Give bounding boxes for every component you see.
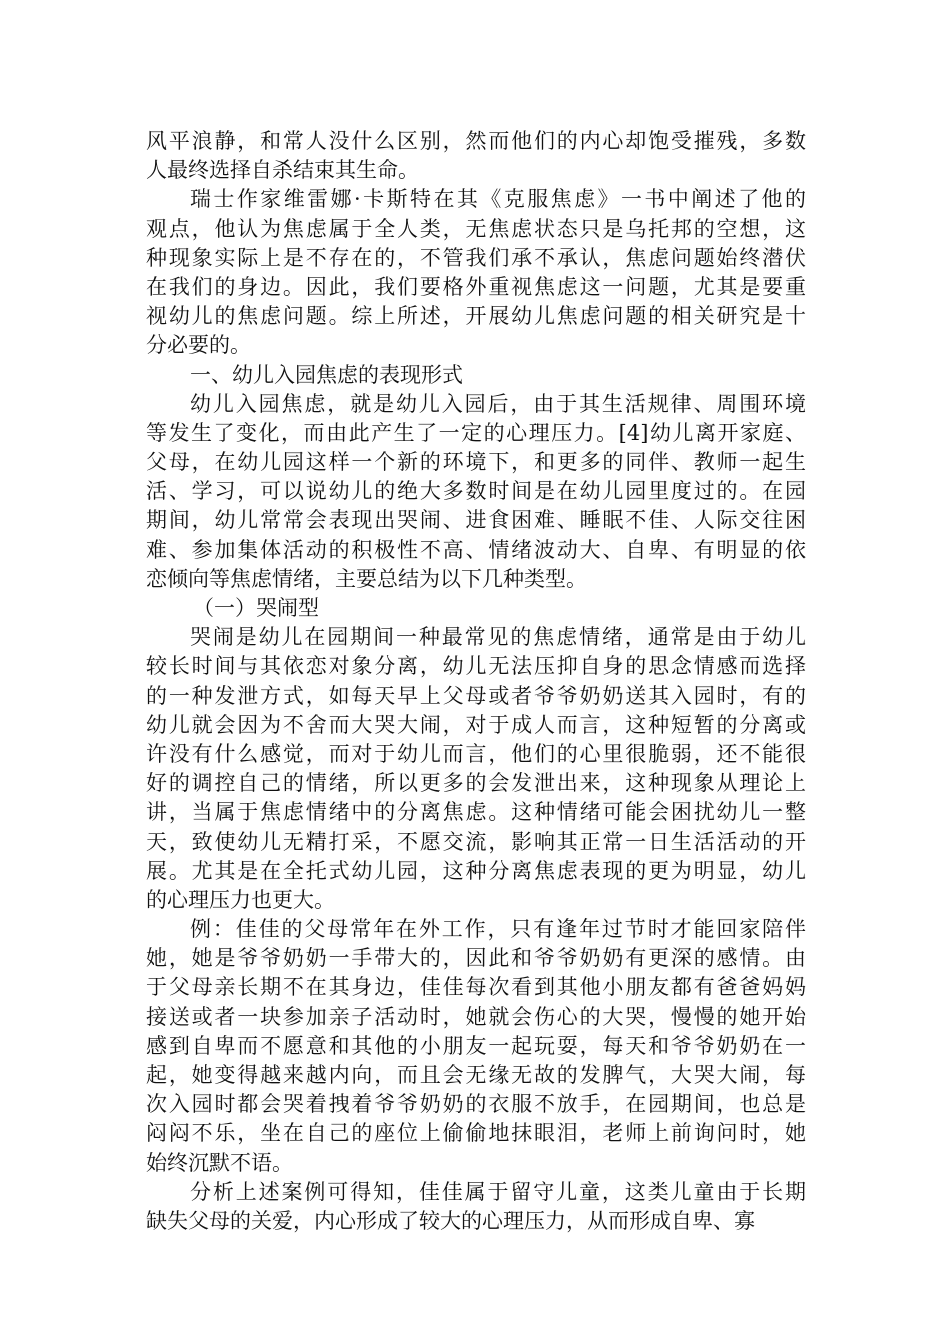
paragraph bbox=[146, 185, 806, 360]
text-line: 起，她变得越来越内向，而且会无缘无故的发脾气，大哭大闹，每 bbox=[146, 1063, 806, 1087]
body-text bbox=[146, 127, 806, 1236]
heading-line: （一）哭闹型 bbox=[193, 596, 319, 620]
section-heading bbox=[146, 594, 806, 623]
text-line: 人最终选择自杀结束其生命。 bbox=[146, 158, 419, 183]
paragraph bbox=[146, 127, 806, 185]
text-line: 难、参加集体活动的积极性不高、情绪波动大、自卑、有明显的依 bbox=[146, 537, 806, 562]
text-line: 于父母亲长期不在其身边，佳佳每次看到其他小朋友都有爸爸妈妈 bbox=[146, 975, 806, 1000]
text-line: 分析上述案例可得知，佳佳属于留守儿童，这类儿童由于长期 bbox=[190, 1179, 806, 1204]
section-heading bbox=[146, 361, 806, 390]
text-line: 期间，幼儿常常会表现出哭闹、进食困难、睡眠不佳、人际交往困 bbox=[146, 508, 806, 533]
text-line: 种现象实际上是不存在的，不管我们承不承认，焦虑问题始终潜伏 bbox=[146, 245, 806, 270]
text-line: 展。尤其是在全托式幼儿园，这种分离焦虑表现的更为明显，幼儿 bbox=[146, 858, 806, 883]
heading-line: 一、幼儿入园焦虑的表现形式 bbox=[190, 362, 463, 387]
text-line: 较长时间与其依恋对象分离，幼儿无法压抑自身的思念情感而选择 bbox=[146, 654, 806, 679]
text-line: 在我们的身边。因此，我们要格外重视焦虑这一问题，尤其是要重 bbox=[146, 274, 806, 299]
text-line: 天，致使幼儿无精打采，不愿交流，影响其正常一日生活活动的开 bbox=[146, 829, 806, 854]
text-line: 观点，他认为焦虑属于全人类，无焦虑状态只是乌托邦的空想，这 bbox=[146, 216, 806, 241]
text-line: 父母，在幼儿园这样一个新的环境下，和更多的同伴、教师一起生 bbox=[146, 450, 806, 475]
text-line: 接送或者一块参加亲子活动时，她就会伤心的大哭，慢慢的她开始 bbox=[146, 1004, 806, 1029]
text-line: 风平浪静，和常人没什么区别，然而他们的内心却饱受摧残，多数 bbox=[146, 129, 806, 153]
text-line: 讲，当属于焦虑情绪中的分离焦虑。这种情绪可能会困扰幼儿一整 bbox=[146, 800, 806, 825]
text-line: 闷闷不乐，坐在自己的座位上偷偷地抹眼泪，老师上前询问时，她 bbox=[146, 1121, 806, 1146]
paragraph bbox=[146, 623, 806, 915]
text-line: 幼儿就会因为不舍而大哭大闹，对于成人而言，这种短暂的分离或 bbox=[146, 712, 806, 737]
text-line: 等发生了变化，而由此产生了一定的心理压力。[4]幼儿离开家庭、 bbox=[146, 420, 806, 445]
text-line: 恋倾向等焦虑情绪，主要总结为以下几种类型。 bbox=[146, 566, 587, 591]
text-line: 例：佳佳的父母常年在外工作，只有逢年过节时才能回家陪伴 bbox=[190, 917, 806, 942]
paragraph bbox=[146, 390, 806, 594]
text-line: 的一种发泄方式，如每天早上父母或者爷爷奶奶送其入园时，有的 bbox=[146, 683, 806, 708]
text-line: 分必要的。 bbox=[146, 333, 251, 358]
text-line: 视幼儿的焦虑问题。综上所述，开展幼儿焦虑问题的相关研究是十 bbox=[146, 304, 806, 329]
text-line: 幼儿入园焦虑，就是幼儿入园后，由于其生活规律、周围环境 bbox=[190, 391, 806, 416]
text-line: 始终沉默不语。 bbox=[146, 1150, 293, 1175]
text-line: 好的调控自己的情绪，所以更多的会发泄出来，这种现象从理论上 bbox=[146, 771, 806, 796]
text-line: 次入园时都会哭着拽着爷爷奶奶的衣服不放手，在园期间，也总是 bbox=[146, 1092, 806, 1117]
text-line: 哭闹是幼儿在园期间一种最常见的焦虑情绪，通常是由于幼儿 bbox=[190, 625, 806, 650]
paragraph bbox=[146, 1178, 806, 1236]
text-line: 活、学习，可以说幼儿的绝大多数时间是在幼儿园里度过的。在园 bbox=[146, 479, 806, 504]
paragraph bbox=[146, 915, 806, 1178]
text-line: 她，她是爷爷奶奶一手带大的，因此和爷爷奶奶有更深的感情。由 bbox=[146, 946, 806, 971]
text-line: 的心理压力也更大。 bbox=[146, 887, 335, 912]
text-line: 许没有什么感觉，而对于幼儿而言，他们的心里很脆弱，还不能很 bbox=[146, 741, 806, 766]
text-line: 缺失父母的关爱，内心形成了较大的心理压力，从而形成自卑、寡 bbox=[146, 1208, 755, 1233]
text-line: 瑞士作家维雷娜·卡斯特在其《克服焦虑》一书中阐述了他的 bbox=[190, 187, 806, 212]
text-line: 感到自卑而不愿意和其他的小朋友一起玩耍，每天和爷爷奶奶在一 bbox=[146, 1033, 806, 1058]
